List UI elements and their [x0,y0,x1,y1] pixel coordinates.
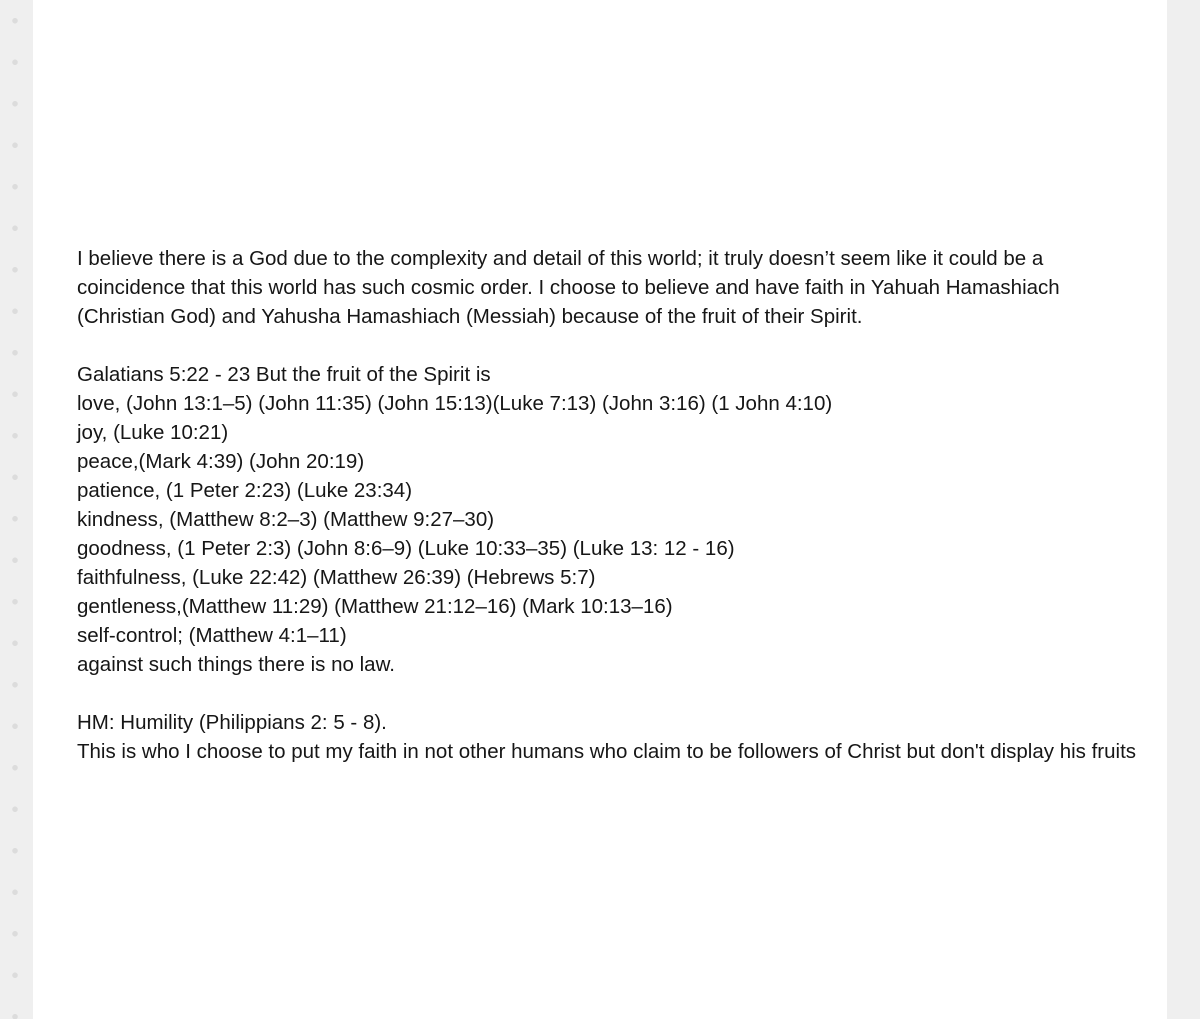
fruit-joy: joy, (Luke 10:21) [77,421,229,444]
fruit-love: love, (John 13:1–5) (John 11:35) (John 15:13)(Luke 7:13) (John 3:16) (1 John 4:10) [77,392,833,415]
conclusion-section [77,708,1137,766]
intro-paragraph: I believe there is a God due to the complexity and detail of this world; it truly doesn’t seem like it could be a coincidence that this world has such cosmic order. I choose to believe and have faith in Yahuah Hamashiach (Christian God) and Yahusha Hamashiach (Messiah) because of the fruit of their Spirit. [77,247,1060,328]
fruit-goodness: goodness, (1 Peter 2:3) (John 8:6–9) (Luke 10:33–35) (Luke 13: 12 - 16) [77,537,735,560]
conclusion-text: This is who I choose to put my faith in not other humans who claim to be followers of Christ but don't display his fruits [77,740,1137,763]
fruit-peace: peace,(Mark 4:39) (John 20:19) [77,450,365,473]
document-body [77,244,1137,795]
document-page [33,0,1167,1019]
galatians-heading: Galatians 5:22 - 23 But the fruit of the Spirit is [77,363,491,386]
fruit-kindness: kindness, (Matthew 8:2–3) (Matthew 9:27–30) [77,508,495,531]
galatians-closing: against such things there is no law. [77,653,395,676]
fruit-self-control: self-control; (Matthew 4:1–11) [77,624,347,647]
humility-line: HM: Humility (Philippians 2: 5 - 8). [77,711,387,734]
galatians-section [77,360,1137,679]
fruit-patience: patience, (1 Peter 2:23) (Luke 23:34) [77,479,413,502]
fruit-gentleness: gentleness,(Matthew 11:29) (Matthew 21:12–16) (Mark 10:13–16) [77,595,673,618]
fruit-faithfulness: faithfulness, (Luke 22:42) (Matthew 26:39) (Hebrews 5:7) [77,566,596,589]
